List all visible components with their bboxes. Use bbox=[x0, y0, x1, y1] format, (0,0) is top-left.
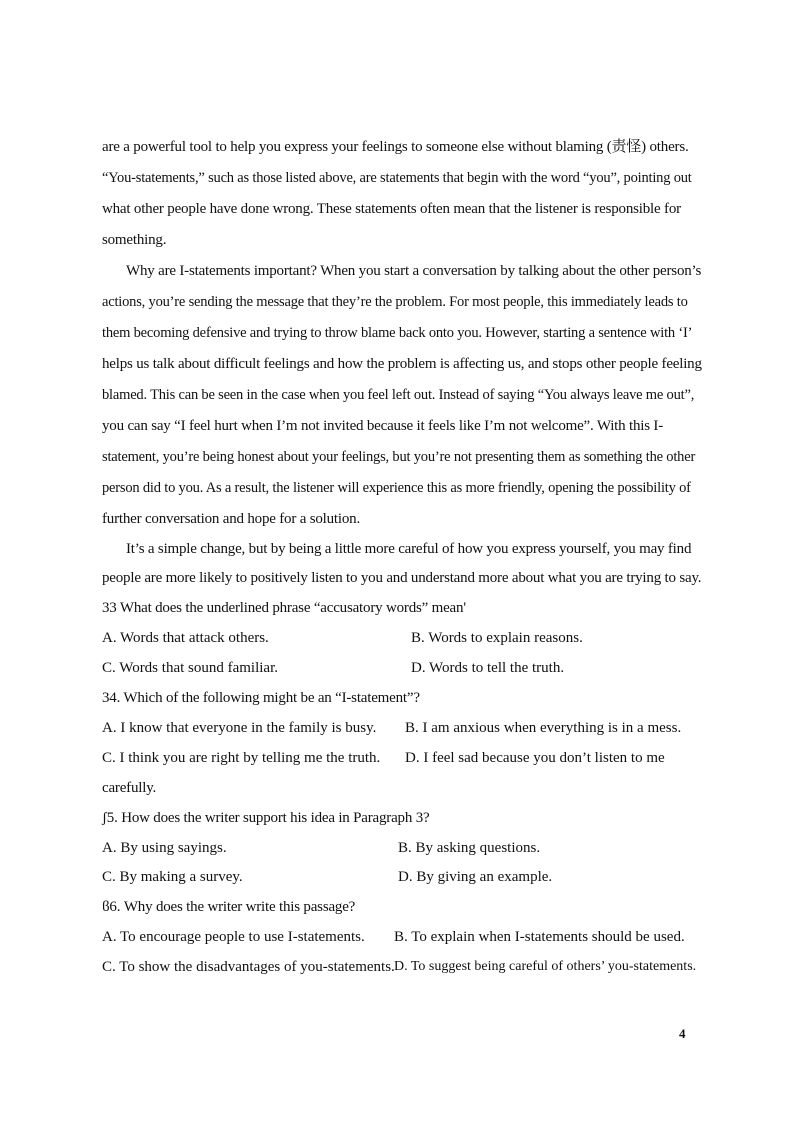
option-b: B. Words to explain reasons. bbox=[411, 630, 583, 646]
option-c: C. Words that sound familiar. bbox=[102, 660, 279, 676]
passage-line: actions, you’re sending the message that they’re the problem. For most people, this immediately leads to bbox=[102, 294, 688, 310]
option-a: A. Words that attack others. bbox=[102, 630, 269, 646]
question-34-options-row-1 bbox=[102, 718, 702, 738]
passage-line: what other people have done wrong. These statements often mean that the listener is responsible for bbox=[102, 201, 681, 217]
option-b: B. To explain when I-statements should be used. bbox=[394, 929, 685, 945]
passage-line: are a powerful tool to help you express your feelings to someone else without blaming (责怪) others. bbox=[102, 139, 689, 155]
paragraph-start: It’s a simple change, but by being a little more careful of how you express yourself, you may find bbox=[126, 541, 692, 557]
page-number: 4 bbox=[679, 1026, 686, 1041]
option-c: C. By making a survey. bbox=[102, 869, 243, 885]
option-c: C. I think you are right by telling me the truth. bbox=[102, 750, 381, 766]
option-a: A. By using sayings. bbox=[102, 840, 227, 856]
option-a: A. To encourage people to use I-statements. bbox=[102, 929, 365, 945]
option-c: C. To show the disadvantages of you-statements. bbox=[102, 959, 395, 975]
option-d: D. I feel sad because you don’t listen to me bbox=[405, 750, 665, 766]
question-35-options-row-1 bbox=[102, 838, 702, 858]
passage-line: helps us talk about difficult feelings and how the problem is affecting us, and stops other people feeling bbox=[102, 356, 702, 372]
paragraph-start: Why are I-statements important? When you start a conversation by talking about the other person’s bbox=[126, 263, 702, 279]
passage-line: “You-statements,” such as those listed above, are statements that begin with the word “you”, pointing out bbox=[102, 170, 692, 186]
question-36-options-row-2 bbox=[102, 957, 702, 977]
passage-line: blamed. This can be seen in the case when you feel left out. Instead of saying “You always leave me out”, bbox=[102, 387, 695, 403]
option-b: B. By asking questions. bbox=[398, 840, 541, 856]
question-34-options-row-2 bbox=[102, 748, 702, 768]
question-33-options-row-2 bbox=[102, 658, 702, 678]
passage-line: person did to you. As a result, the listener will experience this as more friendly, opening the possibility of bbox=[102, 480, 691, 496]
option-a: A. I know that everyone in the family is busy. bbox=[102, 720, 377, 736]
option-d: D. Words to tell the truth. bbox=[411, 660, 565, 676]
option-d-continuation: carefully. bbox=[102, 780, 157, 796]
question-33-options-row-1 bbox=[102, 628, 702, 648]
option-d: D. By giving an example. bbox=[398, 869, 553, 885]
question-34-stem: 34. Which of the following might be an “I-statement”? bbox=[102, 690, 420, 706]
passage-line: something. bbox=[102, 232, 167, 248]
passage-line: further conversation and hope for a solution. bbox=[102, 511, 361, 527]
passage-line: statement, you’re being honest about your feelings, but you’re not presenting them as something the other bbox=[102, 449, 696, 465]
question-33-stem: 33 What does the underlined phrase “accusatory words” mean' bbox=[102, 600, 466, 616]
question-35-stem: ʃ5. How does the writer support his idea in Paragraph 3? bbox=[102, 810, 430, 826]
question-35-options-row-2 bbox=[102, 867, 702, 887]
passage-line: people are more likely to positively listen to you and understand more about what you are trying to say. bbox=[102, 570, 702, 586]
question-36-options-row-1 bbox=[102, 927, 702, 947]
option-d: D. To suggest being careful of others’ you-statements. bbox=[394, 959, 697, 974]
passage-line: them becoming defensive and trying to throw blame back onto you. However, starting a sentence with ‘I’ bbox=[102, 325, 693, 341]
question-36-stem: ϐ6. Why does the writer write this passage? bbox=[102, 899, 356, 915]
option-b: B. I am anxious when everything is in a mess. bbox=[405, 720, 682, 736]
passage-line: you can say “I feel hurt when I’m not invited because it feels like I’m not welcome”. With this I- bbox=[102, 418, 663, 434]
